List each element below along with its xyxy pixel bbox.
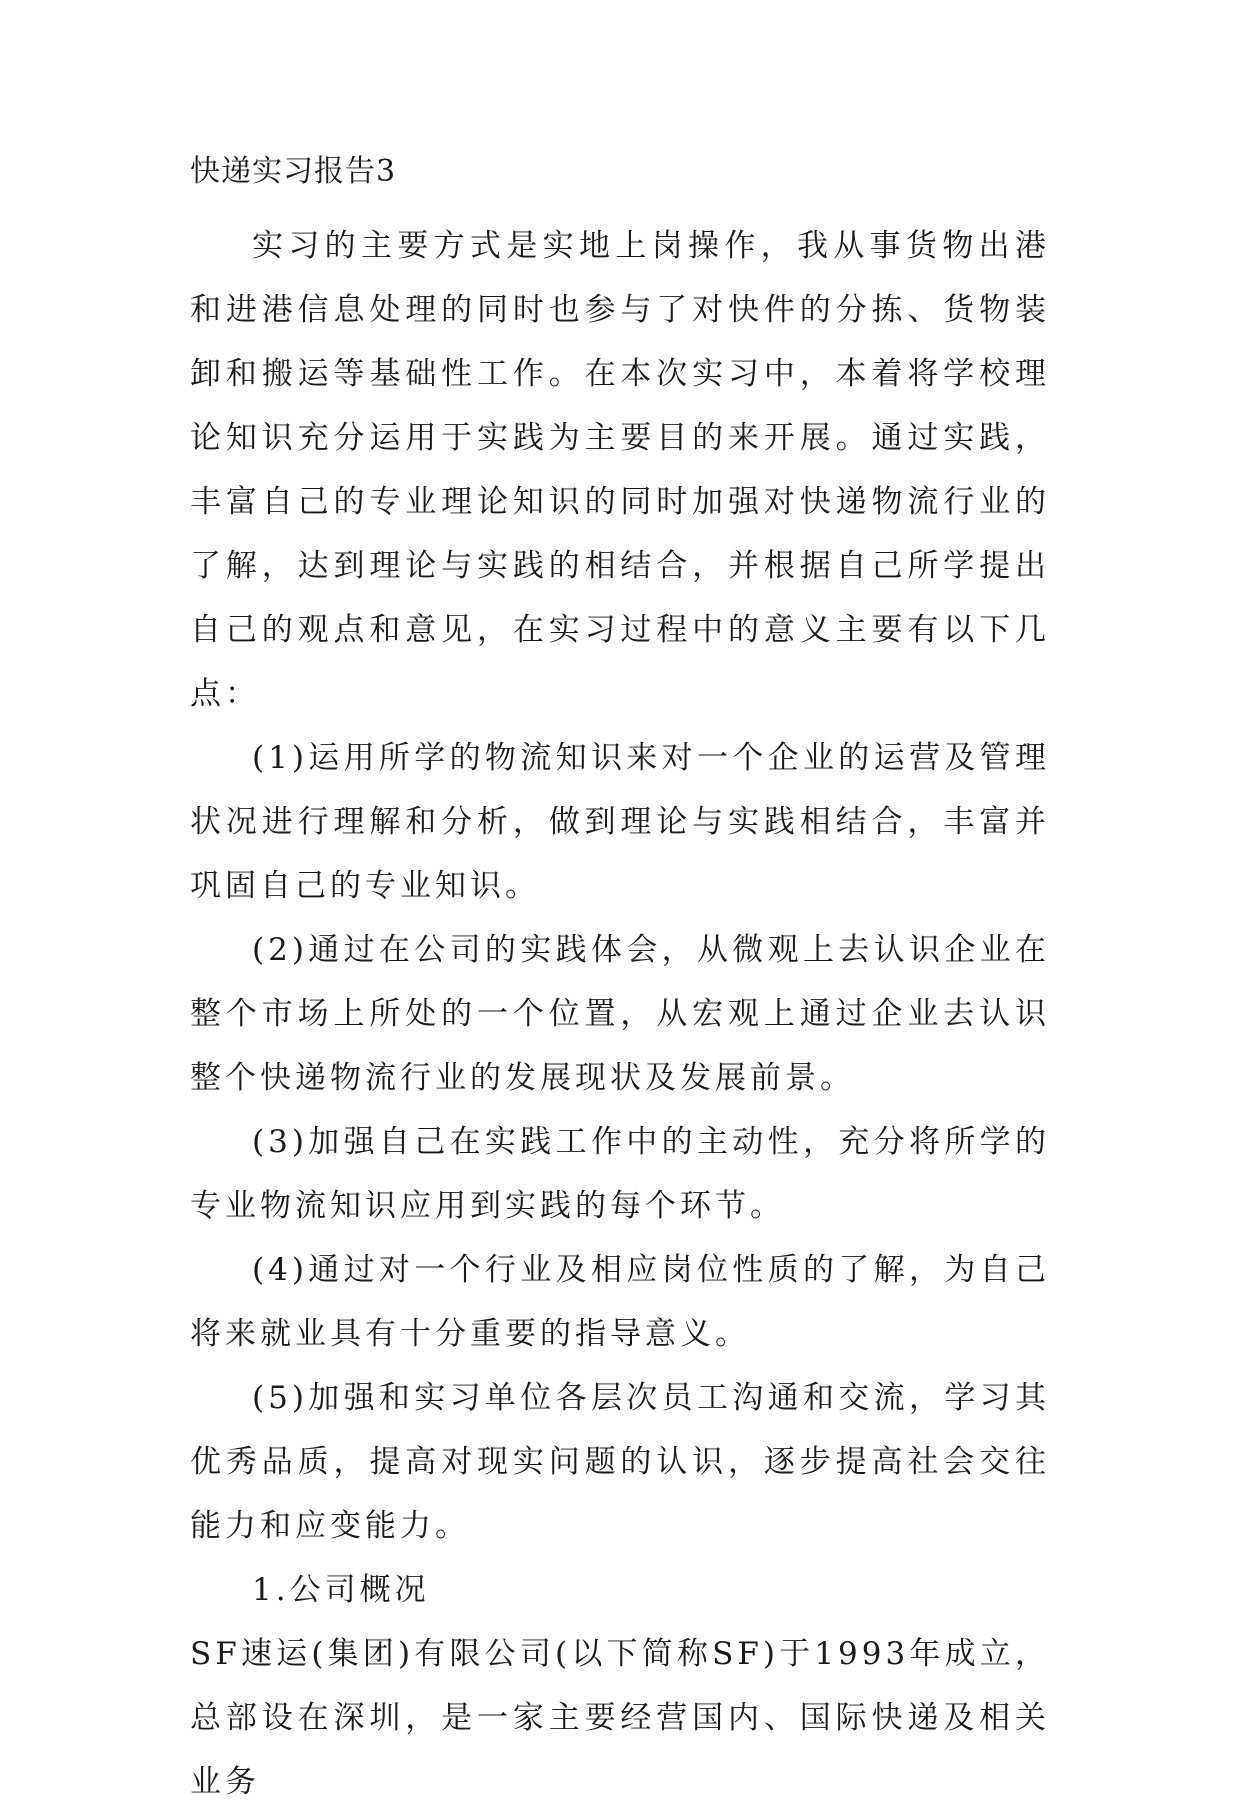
paragraph-point-2: (2)通过在公司的实践体会，从微观上去认识企业在整个市场上所处的一个位置，从宏观上通过企业去认识整个快递物流行业的发展现状及发展前景。: [190, 932, 1050, 1096]
paragraph-point-1: (1)运用所学的物流知识来对一个企业的运营及管理状况进行理解和分析，做到理论与实践相结合，丰富并巩固自己的专业知识。: [190, 740, 1050, 904]
paragraph-company-overview: SF速运(集团)有限公司(以下简称SF)于1993年成立，总部设在深圳，是一家主要经营国内、国际快递及相关业务: [190, 1636, 1050, 1800]
paragraph-point-3: (3)加强自己在实践工作中的主动性，充分将所学的专业物流知识应用到实践的每个环节。: [190, 1124, 1050, 1224]
document-body: [190, 152, 1050, 1814]
paragraph-point-5: (5)加强和实习单位各层次员工沟通和交流，学习其优秀品质，提高对现实问题的认识，逐步提高社会交往能力和应变能力。: [190, 1380, 1050, 1544]
paragraph-point-4: (4)通过对一个行业及相应岗位性质的了解，为自己将来就业具有十分重要的指导意义。: [190, 1252, 1050, 1352]
section-heading-company-overview: 1.公司概况: [252, 1572, 430, 1608]
document-title: 快递实习报告3: [190, 154, 397, 189]
paragraph-intro: 实习的主要方式是实地上岗操作，我从事货物出港和进港信息处理的同时也参与了对快件的分拣、货物装卸和搬运等基础性工作。在本次实习中，本着将学校理论知识充分运用于实践为主要目的来开展。通过实践，丰富自己的专业理论知识的同时加强对快递物流行业的了解，达到理论与实践的相结合，并根据自己所学提出自己的观点和意见，在实习过程中的意义主要有以下几点：: [190, 228, 1050, 712]
